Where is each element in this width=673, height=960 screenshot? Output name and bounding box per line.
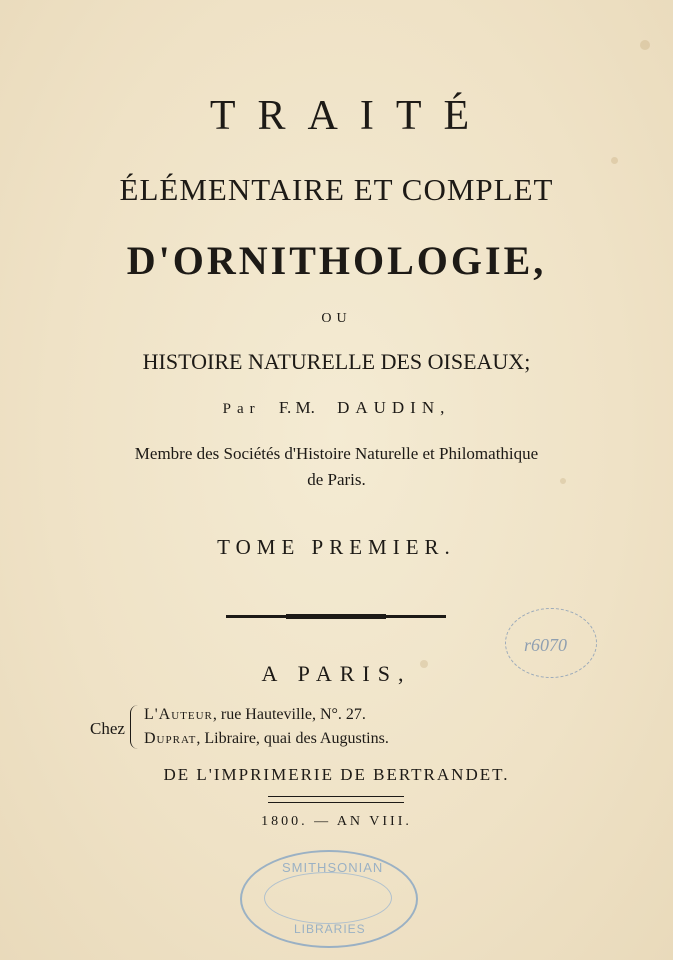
book-title: TRAITÉ bbox=[209, 93, 492, 139]
book-subtitle: ÉLÉMENTAIRE ET COMPLET bbox=[119, 172, 554, 207]
author-initials: F. M. bbox=[278, 398, 315, 417]
seller-duprat-address: , Libraire, quai des Augustins. bbox=[196, 730, 389, 747]
stamp-top-text: SMITHSONIAN bbox=[282, 860, 384, 875]
author-surname: DAUDIN, bbox=[337, 398, 451, 417]
volume-label: TOME PREMIER. bbox=[217, 535, 456, 559]
book-main-title: D'ORNITHOLOGIE, bbox=[126, 238, 547, 283]
brace-icon bbox=[130, 705, 140, 749]
seller-duprat bbox=[144, 730, 389, 748]
author-affiliation: Membre des Sociétés d'Histoire Naturelle et Philomathique bbox=[134, 444, 539, 463]
conjunction: OU bbox=[321, 311, 352, 326]
author-line bbox=[0, 398, 673, 418]
seller-duprat-name: Duprat bbox=[144, 730, 197, 747]
chez-label: Chez bbox=[90, 719, 125, 738]
author-prefix: Par bbox=[222, 401, 261, 417]
author-affiliation-cont: de Paris. bbox=[307, 470, 366, 489]
seller-author-name: L'Auteur bbox=[144, 706, 213, 723]
ornamental-rule bbox=[226, 615, 446, 618]
stamp-number: r6070 bbox=[524, 635, 568, 655]
book-alt-title: HISTOIRE NATURELLE DES OISEAUX; bbox=[142, 349, 531, 374]
seller-author-address: , rue Hauteville, N°. 27. bbox=[212, 706, 366, 723]
stamp-bottom-text: LIBRARIES bbox=[294, 922, 366, 936]
paper-stain bbox=[611, 157, 618, 164]
smithsonian-stamp bbox=[240, 850, 418, 948]
stamp-inner-ring bbox=[264, 872, 392, 924]
publication-place: A PARIS, bbox=[261, 661, 412, 686]
printer-line: DE L'IMPRIMERIE DE BERTRANDET. bbox=[163, 765, 510, 784]
paper-stain bbox=[640, 40, 650, 50]
double-rule bbox=[268, 796, 404, 803]
seller-author bbox=[144, 706, 366, 724]
publication-date: 1800. — AN VIII. bbox=[261, 814, 412, 829]
